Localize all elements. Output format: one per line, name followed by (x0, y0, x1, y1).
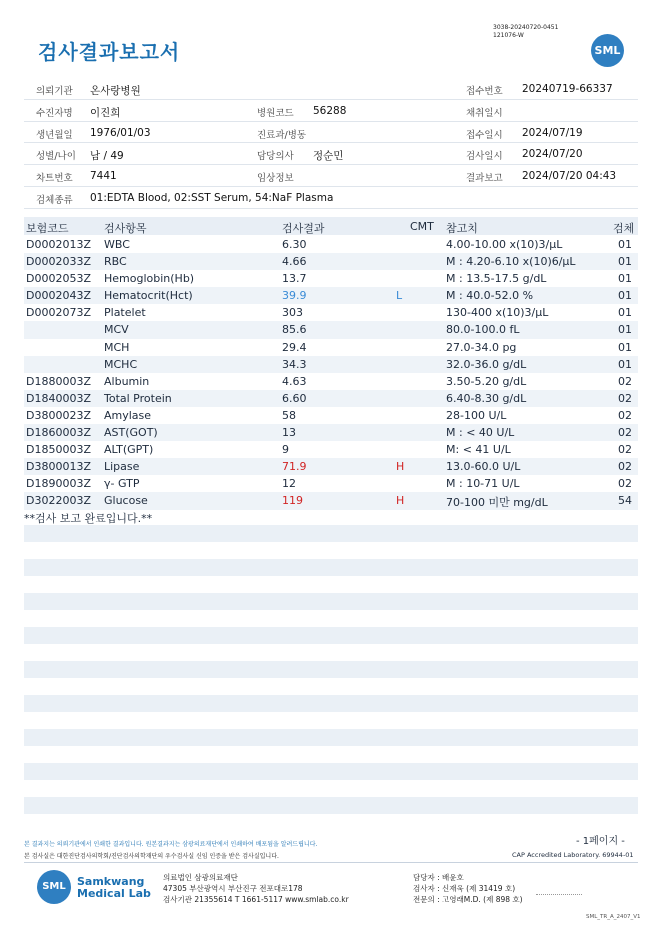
specialist: 전문의 : 고영래M.D. (제 898 호) (413, 895, 523, 904)
insurance-code: D1850003Z (26, 443, 91, 457)
receipt-date-value: 2024/07/19 (522, 126, 583, 139)
signature (536, 884, 582, 895)
cap-accreditation: CAP Accredited Laboratory. 69944-01 (512, 851, 634, 859)
insurance-code: D0002043Z (26, 289, 91, 303)
test-item: Glucose (104, 494, 148, 508)
header-code: 보험코드 (26, 222, 69, 235)
empty-row-stripe (24, 695, 638, 712)
staff-info (413, 872, 523, 905)
specimen-code: 01 (618, 323, 632, 337)
specimen-code: 02 (618, 426, 632, 440)
header-ref: 참고치 (446, 222, 478, 235)
sml-logo: SML (591, 34, 624, 67)
test-item: Hematocrit(Hct) (104, 289, 193, 303)
document-code-line2: 121076-W (493, 32, 524, 39)
brand-line-1: Samkwang (77, 875, 145, 888)
table-row (24, 441, 638, 458)
document-code-line1: 3038-20240720-0451 (493, 24, 559, 31)
reference-range: 32.0-36.0 g/dL (446, 357, 527, 371)
table-row (24, 407, 638, 424)
insurance-code: D0002013Z (26, 238, 91, 251)
table-row (24, 236, 638, 253)
reference-range: 4.00-10.00 x(10)3/μL (446, 238, 563, 251)
reference-range: 80.0-100.0 fL (446, 323, 520, 337)
test-item: Total Protein (104, 391, 172, 405)
test-result: 9 (282, 443, 289, 457)
info-row (24, 78, 638, 100)
test-result: 29.4 (282, 340, 307, 354)
header-specimen: 검체 (613, 222, 635, 235)
info-row (24, 122, 638, 144)
manager: 담당자 : 배윤호 (413, 873, 464, 882)
specimen-code: 01 (618, 255, 632, 269)
insurance-code: D0002053Z (26, 272, 91, 286)
results-table (24, 236, 638, 510)
org-contact: 검사기관 21355614 T 1661-5117 www.smlab.co.kr (163, 895, 349, 904)
test-item: Amylase (104, 408, 152, 422)
doctor-label: 담당의사 (257, 151, 294, 163)
chart-label: 차트번호 (36, 173, 73, 185)
reference-range: M : 13.5-17.5 g/dL (446, 272, 547, 286)
hosp-code-label: 병원코드 (257, 107, 294, 119)
specimen-code: 02 (618, 391, 632, 405)
reference-range: 27.0-34.0 pg (446, 340, 517, 354)
specimen-code: 01 (618, 357, 632, 371)
footer-divider (24, 862, 638, 863)
patient-info-block (24, 78, 638, 209)
table-row (24, 287, 638, 304)
receipt-no-value: 20240719-66337 (522, 83, 613, 95)
completion-note: **검사 보고 완료입니다.** (24, 512, 153, 525)
insurance-code: D1890003Z (26, 477, 91, 491)
specimen-code: 01 (618, 340, 632, 354)
specimen-code: 01 (618, 272, 632, 286)
test-result: 39.9 (282, 289, 307, 303)
info-row (24, 187, 638, 209)
receipt-date-label: 접수일시 (466, 129, 503, 141)
specimen-code: 02 (618, 443, 632, 457)
cmt-flag: L (396, 289, 403, 303)
test-result: 85.6 (282, 323, 307, 337)
institution-value: 온사랑병원 (90, 85, 141, 97)
reference-range: 70-100 미만 mg/dL (446, 496, 548, 510)
report-title: 검사결과보고서 (38, 40, 181, 64)
test-item: γ- GTP (104, 477, 140, 491)
hosp-code-value: 56288 (313, 104, 347, 117)
empty-row-stripe (24, 627, 638, 644)
specimen-code: 01 (618, 306, 632, 320)
test-item: Albumin (104, 374, 150, 388)
table-row (24, 356, 638, 373)
info-row (24, 100, 638, 122)
test-result: 119 (282, 494, 303, 508)
insurance-code: D1840003Z (26, 391, 91, 405)
reference-range: 28-100 U/L (446, 408, 507, 422)
reference-range: 3.50-5.20 g/dL (446, 374, 527, 388)
clinical-label: 임상정보 (257, 173, 294, 185)
cmt-flag: H (396, 460, 405, 474)
test-item: AST(GOT) (104, 426, 158, 440)
dob-value: 1976/01/03 (90, 126, 151, 139)
dept-label: 진료과/병동 (257, 129, 307, 141)
test-result: 303 (282, 306, 303, 320)
header-item: 검사항목 (104, 222, 147, 235)
reference-range: M: < 41 U/L (446, 443, 511, 457)
specimen-code: 02 (618, 477, 632, 491)
test-item: WBC (104, 238, 130, 251)
reference-range: 13.0-60.0 U/L (446, 460, 521, 474)
test-item: Lipase (104, 460, 140, 474)
specimen-code: 01 (618, 289, 632, 303)
test-item: MCH (104, 340, 130, 354)
test-result: 13.7 (282, 272, 307, 286)
table-row (24, 424, 638, 441)
chart-value: 7441 (90, 170, 117, 183)
info-row (24, 143, 638, 165)
footer-notice-1: 본 결과지는 의뢰기관에서 인쇄한 결과입니다. 원본결과지는 삼광의료재단에서 인쇄하여 배포됨을 알려드립니다. (24, 841, 318, 848)
institution-label: 의뢰기관 (36, 86, 73, 97)
insurance-code: D0002033Z (26, 255, 91, 269)
test-result: 4.63 (282, 374, 307, 388)
specimen-value: 01:EDTA Blood, 02:SST Serum, 54:NaF Plasma (90, 191, 334, 204)
test-result: 13 (282, 426, 296, 440)
reference-range: 6.40-8.30 g/dL (446, 391, 527, 405)
test-item: ALT(GPT) (104, 443, 154, 457)
test-result: 58 (282, 408, 296, 422)
report-value: 2024/07/20 04:43 (522, 170, 617, 183)
footer-notice-2: 본 검사실은 대한진단검사의학회/진단검사의학재단의 우수검사실 신임 인증을 받은 검사실입니다. (24, 853, 279, 860)
table-row (24, 253, 638, 270)
test-item: Hemoglobin(Hb) (104, 272, 195, 286)
test-result: 71.9 (282, 460, 307, 474)
table-row (24, 458, 638, 475)
org-info (163, 872, 349, 905)
specimen-label: 검체종류 (36, 194, 73, 206)
table-row (24, 390, 638, 407)
insurance-code: D3022003Z (26, 494, 91, 508)
reference-range: 130-400 x(10)3/μL (446, 306, 549, 320)
org-address: 47305 부산광역시 부산진구 전포대로178 (163, 884, 303, 893)
empty-row-stripe (24, 661, 638, 678)
empty-row-stripe (24, 559, 638, 576)
table-row (24, 321, 638, 338)
empty-row-stripe (24, 593, 638, 610)
reference-range: M : 10-71 U/L (446, 477, 520, 491)
reference-range: M : 40.0-52.0 % (446, 289, 534, 303)
test-result: 6.30 (282, 238, 307, 251)
collect-label: 채취일시 (466, 107, 503, 119)
table-row (24, 475, 638, 492)
header-result: 검사결과 (282, 222, 325, 235)
page-number: - 1페이지 - (576, 836, 625, 847)
empty-row-stripe (24, 729, 638, 746)
empty-row-stripe (24, 525, 638, 542)
cmt-flag: H (396, 494, 405, 508)
results-header (24, 217, 638, 235)
test-date-value: 2024/07/20 (522, 148, 583, 161)
brand-name (77, 876, 151, 900)
examiner: 검사자 : 신재욱 (제 31419 호) (413, 884, 516, 893)
form-code: SML_TR_A_2407_V1 (586, 914, 641, 920)
reference-range: M : 4.20-6.10 x(10)6/μL (446, 255, 576, 269)
patient-value: 이진희 (90, 106, 121, 119)
table-row (24, 492, 638, 509)
specimen-code: 02 (618, 374, 632, 388)
doctor-value: 정순민 (313, 150, 344, 163)
insurance-code: D0002073Z (26, 306, 91, 320)
empty-row-stripe (24, 763, 638, 780)
sex-age-label: 성별/나이 (36, 151, 76, 163)
report-label: 결과보고 (466, 173, 503, 185)
insurance-code: D1860003Z (26, 426, 91, 440)
info-row (24, 165, 638, 187)
insurance-code: D3800013Z (26, 460, 91, 474)
test-item: MCV (104, 323, 129, 337)
insurance-code: D3800023Z (26, 408, 91, 422)
specimen-code: 02 (618, 408, 632, 422)
test-item: MCHC (104, 357, 138, 371)
test-result: 4.66 (282, 255, 307, 269)
sex-age-value: 남 / 49 (90, 150, 124, 163)
table-row (24, 304, 638, 321)
empty-row-stripe (24, 797, 638, 814)
insurance-code: D1880003Z (26, 374, 91, 388)
test-result: 6.60 (282, 391, 307, 405)
patient-label: 수진자명 (36, 107, 73, 119)
document-code (493, 24, 558, 40)
org-name: 의료법인 삼광의료재단 (163, 873, 238, 882)
table-row (24, 373, 638, 390)
test-date-label: 검사일시 (466, 151, 503, 163)
test-result: 12 (282, 477, 296, 491)
footer-logo: SML (37, 870, 71, 904)
receipt-no-label: 접수번호 (466, 86, 503, 97)
reference-range: M : < 40 U/L (446, 426, 515, 440)
specimen-code: 01 (618, 238, 632, 251)
table-row (24, 270, 638, 287)
dob-label: 생년월일 (36, 129, 73, 141)
test-item: RBC (104, 255, 127, 269)
table-row (24, 339, 638, 356)
specimen-code: 02 (618, 460, 632, 474)
header-cmt: CMT (410, 220, 434, 233)
test-result: 34.3 (282, 357, 307, 371)
brand-line-2: Medical Lab (77, 887, 151, 900)
test-item: Platelet (104, 306, 146, 320)
specimen-code: 54 (618, 494, 632, 508)
